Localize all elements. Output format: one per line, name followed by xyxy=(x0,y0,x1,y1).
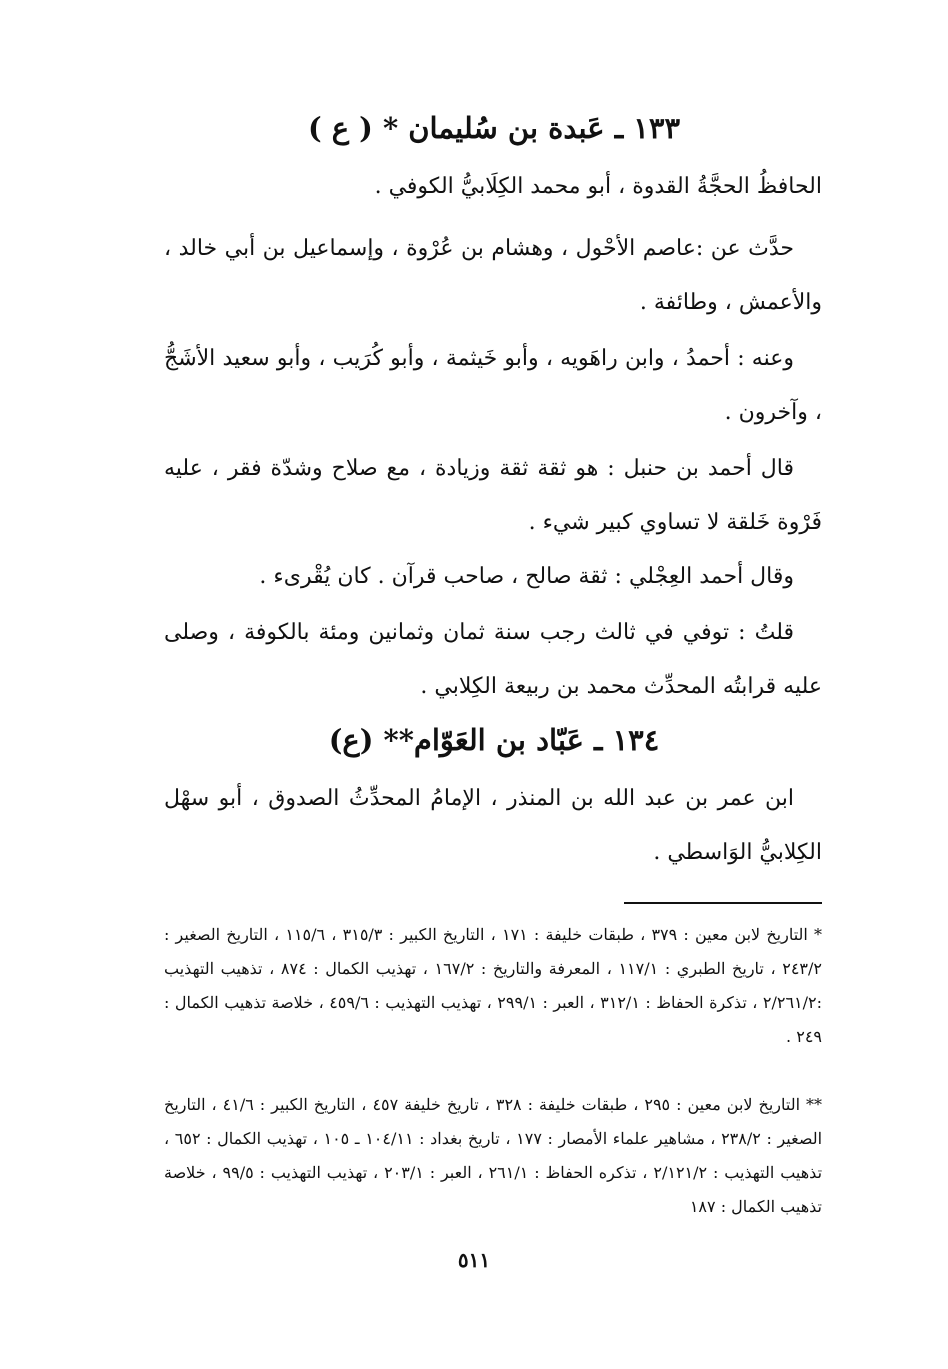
footnote-1: * التاريخ لابن معين : ٣٧٩ ، طبقات خليفة : ١٧١ ، التاريخ الكبير : ٣١٥/٣ ، ١١٥/٦ ، التاريخ الصغير : ٢٤٣/٢ ، تاريخ الطبري : ١١٧/١ ، المعرفة والتاريخ : ١٦٧/٢ ، تهذيب الكمال : ٨٧٤ ، تذهيب التهذيب :٢/٢٦١/٢ ، تذكرة الحفاظ : ٣١٢/١ ، العبر : ٢٩٩/١ ، تهذيب التهذيب : ٤٥٩/٦ ، خلاصة تذهيب الكمال : ٢٤٩ . xyxy=(164,925,823,1046)
footnote-divider xyxy=(624,902,822,904)
entry-134-heading: ١٣٤ ـ عَبّاد بن العَوّام** (ع) xyxy=(328,723,660,757)
page-number: ٥١١ xyxy=(457,1248,491,1272)
entry-133-heading: ١٣٣ ـ عَبدة بن سُليمان * ( ع ) xyxy=(307,111,681,145)
footnote-2: ** التاريخ لابن معين : ٢٩٥ ، طبقات خليفة : ٣٢٨ ، تاريخ خليفة ٤٥٧ ، التاريخ الكبير : ٤١/٦ ، التاريخ الصغير : ٢٣٨/٢ ، مشاهير علماء الأمصار : ١٧٧ ، تاريخ بغداد : ١٠٤/١١ ـ ١٠٥ ، تهذيب الكمال : ٦٥٢ ، تذهيب التهذيب : ٢/١٢١/٢ ، تذكره الحفاظ : ٢٦١/١ ، العبر : ٢٠٣/١ ، تهذيب التهذيب : ٩٩/٥ ، خلاصة تذهيب الكمال : ١٨٧ xyxy=(164,1095,823,1216)
entry-133-narrated-from: حدَّث عن :عاصم الأحْول ، وهشام بن عُرْوة ، وإسماعيل بن أبي خالد ، والأعمش ، وطائفة . xyxy=(164,236,822,315)
entry-134-intro: ابن عمر بن عبد الله بن المنذر ، الإمامُ المحدِّثُ الصدوق ، أبو سهْل الكِلابيُّ الوَاسطي . xyxy=(164,786,822,865)
entry-133-ahmad-quote: قال أحمد بن حنبل : هو ثقة ثقة وزيادة ، مع صلاح وشدّة فقر ، عليه فَرْوة خَلقة لا تساوي كبير شيء . xyxy=(164,456,822,535)
entry-133-intro: الحافظُ الحجَّةُ القدوة ، أبو محمد الكِلَابيُّ الكوفي . xyxy=(374,174,822,199)
entry-133-narrators: وعنه : أحمدُ ، وابن راهَويه ، وأبو خَيثمة ، وأبو كُرَيب ، وأبو سعيد الأشَجُّ ، وآخرون . xyxy=(164,346,822,425)
entry-133-death-note: قلتُ : توفي في ثالث رجب سنة ثمان وثمانين ومئة بالكوفة ، وصلى عليه قرابتُه المحدِّث محمد بن ربيعة الكِلابي . xyxy=(164,620,822,699)
entry-133-ijli-quote: وقال أحمد العِجْلي : ثقة صالح ، صاحب قرآن . كان يُقْرىء . xyxy=(259,564,794,589)
